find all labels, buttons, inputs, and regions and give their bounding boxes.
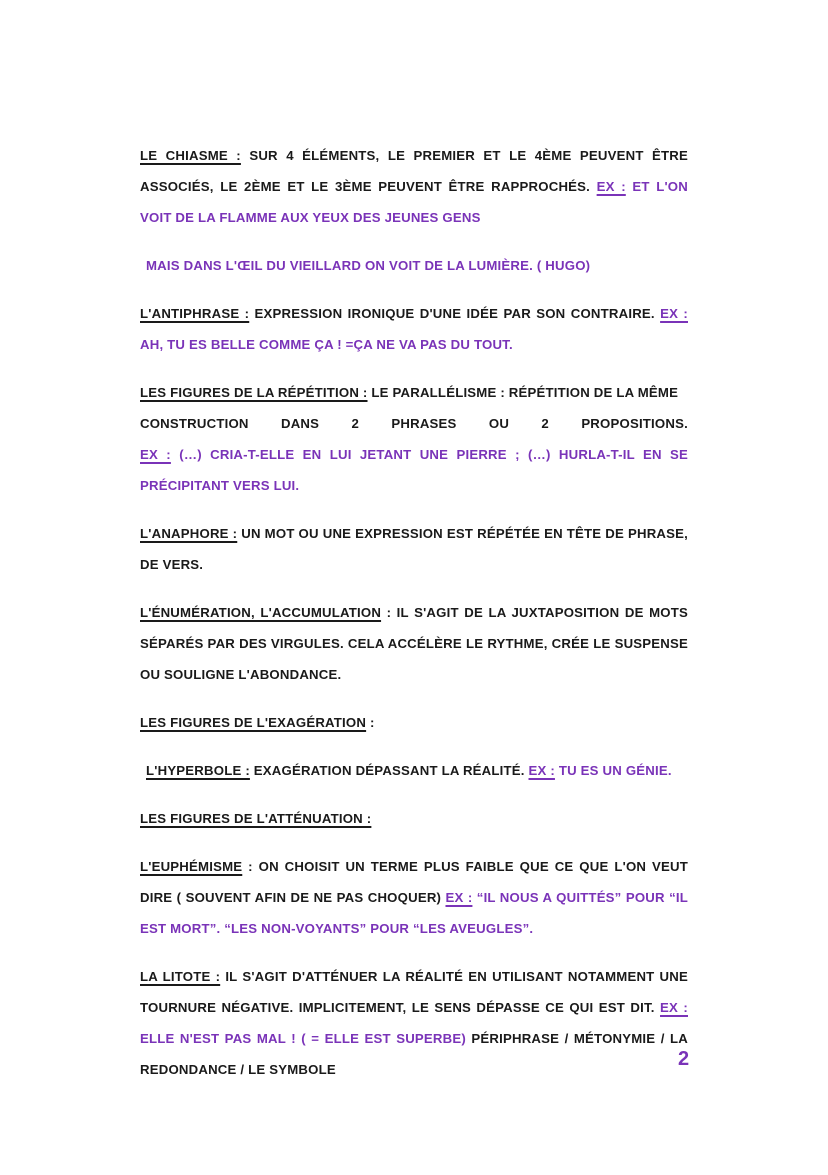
term-litote: LA LITOTE : (140, 969, 221, 984)
example-label-hyperbole: EX : (528, 763, 555, 778)
document-body (140, 140, 688, 1102)
repetition-example (140, 439, 688, 501)
example-text-repetition: (…) CRIA-T-ELLE EN LUI JETANT UNE PIERRE ; (…) HURLA-T-IL EN SE PRÉCIPITANT VERS LUI. (140, 447, 688, 493)
paragraph-chiasme (140, 140, 688, 233)
paragraph-anaphore (140, 518, 688, 580)
paragraph-litote (140, 961, 688, 1085)
example-label-litote: EX : (660, 1000, 688, 1015)
word: 2 (541, 416, 549, 431)
example-text-chiasme: ET L'ON VOIT DE LA FLAMME AUX YEUX DES JEUNES GENS (140, 179, 688, 225)
term-chiasme: LE CHIASME : (140, 148, 241, 163)
quote-hugo: MAIS DANS L'ŒIL DU VIEILLARD ON VOIT DE LA LUMIÈRE. ( HUGO) (146, 258, 591, 273)
example-label-euphemisme: EX : (445, 890, 473, 905)
example-label-repetition: EX : (140, 447, 171, 462)
word: DANS (280, 416, 320, 431)
term-euphemisme: L'EUPHÉMISME (140, 859, 243, 874)
repetition-line-1 (140, 377, 688, 408)
word: CONSTRUCTION (140, 416, 249, 431)
paragraph-hyperbole (140, 755, 688, 786)
word: 2 (351, 416, 360, 431)
example-text-hyperbole: TU ES UN GÉNIE. (554, 763, 672, 778)
page-number: 2 (678, 1048, 690, 1070)
heading-exageration (140, 707, 688, 738)
example-label-chiasme: EX : (596, 179, 626, 194)
definition-antiphrase: EXPRESSION IRONIQUE D'UNE IDÉE PAR SON CONTRAIRE. (249, 306, 661, 321)
word: PHRASES (391, 416, 457, 431)
heading-exageration-text: LES FIGURES DE L'EXAGÉRATION (140, 715, 367, 730)
heading-exageration-colon: : (366, 715, 375, 730)
definition-hyperbole: EXAGÉRATION DÉPASSANT LA RÉALITÉ. (249, 763, 529, 778)
definition-repetition: LE PARALLÉLISME : RÉPÉTITION DE LA MÊME (367, 385, 679, 400)
word: OU (488, 416, 510, 431)
litote-tail: PÉRIPHRASE / MÉTONYMIE / LA REDONDANCE / LE SYMBOLE (140, 1031, 689, 1077)
repetition-line-2 (140, 408, 688, 439)
term-repetition: LES FIGURES DE LA RÉPÉTITION : (140, 385, 368, 400)
heading-attenuation-text: LES FIGURES DE L'ATTÉNUATION : (140, 811, 372, 826)
paragraph-antiphrase (140, 298, 688, 360)
paragraph-euphemisme (140, 851, 688, 944)
paragraph-repetition (140, 377, 688, 501)
example-text-antiphrase: AH, TU ES BELLE COMME ÇA ! =ÇA NE VA PAS DU TOUT. (140, 337, 513, 352)
term-anaphore: L'ANAPHORE : (140, 526, 238, 541)
definition-euphemisme: : ON CHOISIT UN TERME PLUS FAIBLE QUE CE QUE L'ON VEUT DIRE ( SOUVENT AFIN DE NE PAS CHOQUER) (140, 859, 688, 905)
example-text-litote: ELLE N'EST PAS MAL ! ( = ELLE EST SUPERBE) (140, 1031, 466, 1046)
heading-attenuation (140, 803, 688, 834)
definition-enumeration: : IL S'AGIT DE LA JUXTAPOSITION DE MOTS SÉPARÉS PAR DES VIRGULES. CELA ACCÉLÈRE LE RYTHME, CRÉE LE SUSPENSE OU SOULIGNE L'ABONDANCE. (140, 605, 688, 682)
term-antiphrase: L'ANTIPHRASE : (140, 306, 250, 321)
example-text-euphemisme: “IL NOUS A QUITTÉS” POUR “IL EST MORT”. “LES NON-VOYANTS” POUR “LES AVEUGLES”. (140, 890, 688, 936)
example-label-antiphrase: EX : (660, 306, 688, 321)
definition-anaphore: UN MOT OU UNE EXPRESSION EST RÉPÉTÉE EN TÊTE DE PHRASE, DE VERS. (140, 526, 688, 572)
definition-litote: IL S'AGIT D'ATTÉNUER LA RÉALITÉ EN UTILISANT NOTAMMENT UNE TOURNURE NÉGATIVE. IMPLICITEMENT, LE SENS DÉPASSE CE QUI EST DIT. (140, 969, 688, 1015)
word: PROPOSITIONS. (581, 416, 688, 431)
term-hyperbole: L'HYPERBOLE : (146, 763, 250, 778)
term-enumeration: L'ÉNUMÉRATION, L'ACCUMULATION (140, 605, 382, 620)
definition-chiasme: SUR 4 ÉLÉMENTS, LE PREMIER ET LE 4ÈME PEUVENT ÊTRE ASSOCIÉS, LE 2ÈME ET LE 3ÈME PEUVENT ÊTRE RAPPROCHÉS. (140, 148, 688, 194)
paragraph-enumeration (140, 597, 688, 690)
